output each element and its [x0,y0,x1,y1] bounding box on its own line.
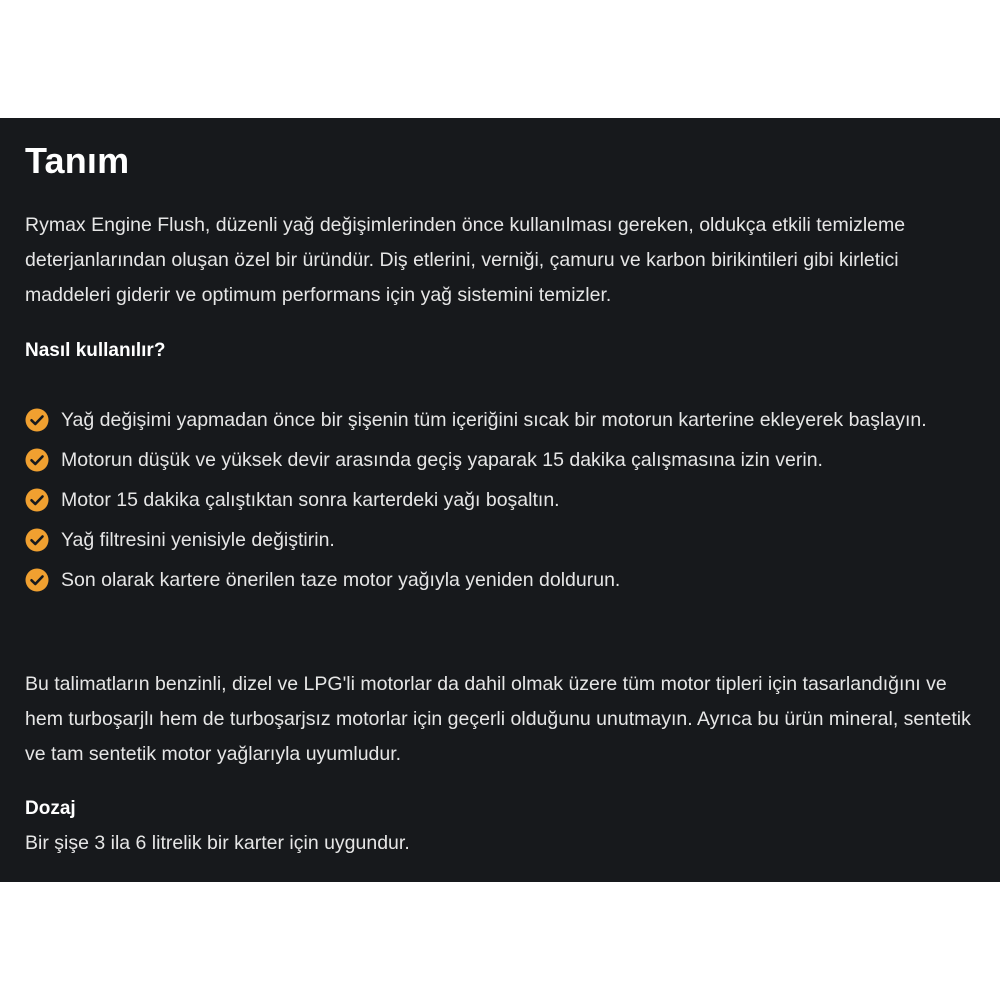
check-circle-icon [25,448,49,472]
check-circle-icon [25,568,49,592]
step-item [25,560,975,600]
step-text: Motor 15 dakika çalıştıktan sonra karterdeki yağı boşaltın. [61,489,560,511]
step-item [25,400,975,440]
intro-paragraph: Rymax Engine Flush, düzenli yağ değişimlerinden önce kullanılması gereken, oldukça etkili temizleme deterjanlarından oluşan özel bir üründür. Diş etlerini, verniği, çamuru ve karbon birikintileri gibi kirletici maddeleri giderir ve optimum performans için yağ sistemini temizler. [25,214,906,306]
check-circle-icon [25,528,49,552]
howto-heading: Nasıl kullanılır? [25,340,166,361]
section-title: Tanım [25,140,130,181]
steps-list [25,400,975,600]
check-circle-icon [25,488,49,512]
dosage-text: Bir şişe 3 ila 6 litrelik bir karter için uygundur. [25,832,410,854]
step-text: Yağ filtresini yenisiyle değiştirin. [61,529,335,551]
dosage-heading: Dozaj [25,798,76,819]
step-item [25,440,975,480]
check-circle-icon [25,408,49,432]
step-text: Motorun düşük ve yüksek devir arasında geçiş yaparak 15 dakika çalışmasına izin verin. [61,449,823,471]
step-item [25,480,975,520]
outro-paragraph: Bu talimatların benzinli, dizel ve LPG'li motorlar da dahil olmak üzere tüm motor tipleri için tasarlandığını ve hem turboşarjlı hem de turboşarjsız motorlar için geçerli olduğunu unutmayın. Ayrıca bu ürün mineral, sentetik ve tam sentetik motor yağlarıyla uyumludur. [25,673,971,765]
step-text: Son olarak kartere önerilen taze motor yağıyla yeniden doldurun. [61,569,621,591]
step-item [25,520,975,560]
description-panel [0,118,1000,882]
step-text: Yağ değişimi yapmadan önce bir şişenin tüm içeriğini sıcak bir motorun karterine ekleyerek başlayın. [61,409,927,431]
